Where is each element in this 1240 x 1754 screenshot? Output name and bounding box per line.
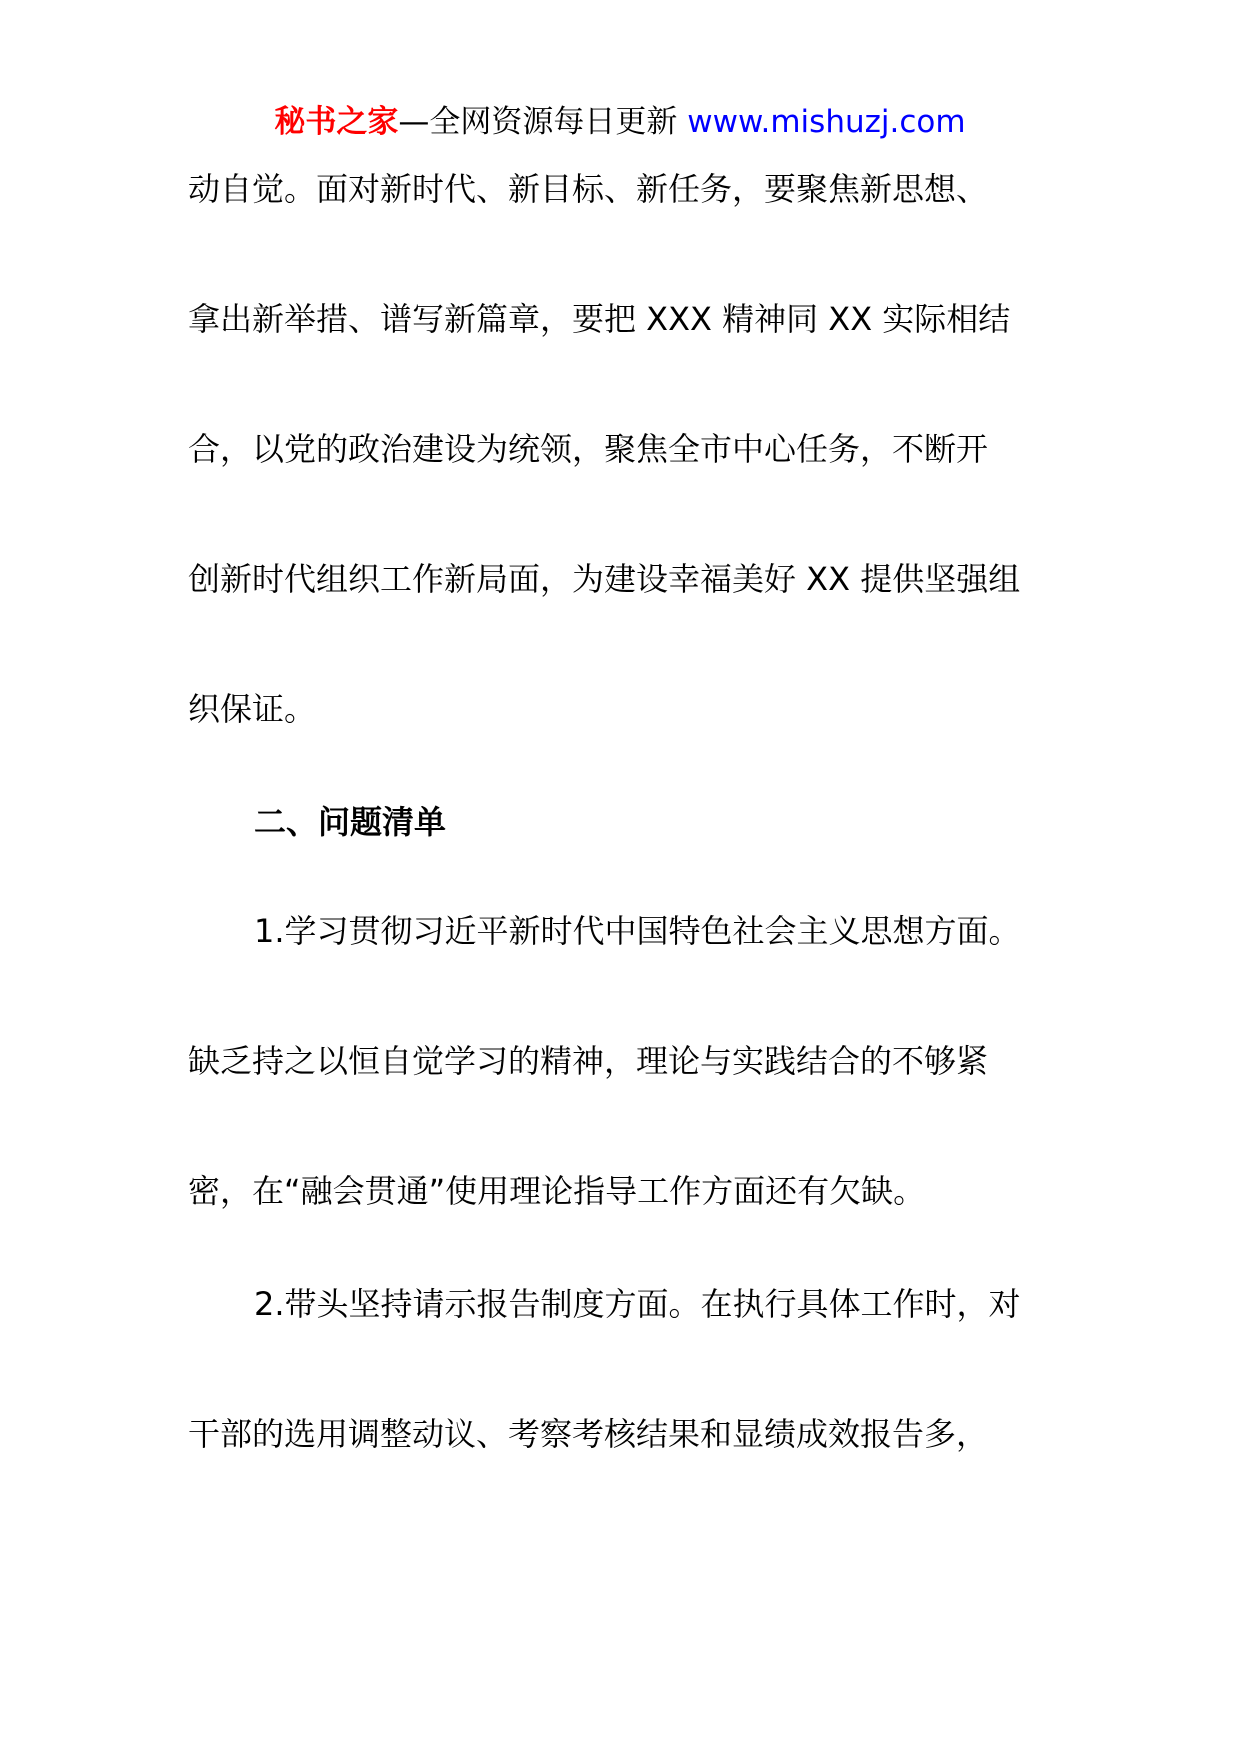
- site-brand: 秘书之家: [274, 104, 399, 140]
- site-tagline: —全网资源每日更新: [398, 104, 688, 140]
- paragraph-line: 动自觉。面对新时代、新目标、新任务，要聚焦新思想、: [188, 170, 989, 208]
- paragraph-line: 拿出新举措、谱写新篇章，要把 XXX 精神同 XX 实际相结: [188, 300, 1011, 338]
- paragraph-line: 创新时代组织工作新局面，为建设幸福美好 XX 提供坚强组: [188, 560, 1021, 598]
- section-heading: 二、问题清单: [254, 803, 447, 841]
- list-item-1-line: 缺乏持之以恒自觉学习的精神，理论与实践结合的不够紧: [188, 1042, 989, 1080]
- paragraph-line: 织保证。: [188, 690, 317, 728]
- paragraph-line: 合，以党的政治建设为统领，聚焦全市中心任务，不断开: [188, 430, 989, 468]
- site-url-link[interactable]: www.mishuzj.com: [687, 104, 966, 140]
- list-item-2-line: 2.带头坚持请示报告制度方面。在执行具体工作时，对: [254, 1285, 1021, 1323]
- list-item-1-line: 1.学习贯彻习近平新时代中国特色社会主义思想方面。: [254, 912, 1021, 950]
- list-item-2-line: 干部的选用调整动议、考察考核结果和显绩成效报告多，: [188, 1415, 989, 1453]
- page-header: [0, 100, 1240, 144]
- list-item-1-line: 密，在“融会贯通”使用理论指导工作方面还有欠缺。: [188, 1172, 926, 1210]
